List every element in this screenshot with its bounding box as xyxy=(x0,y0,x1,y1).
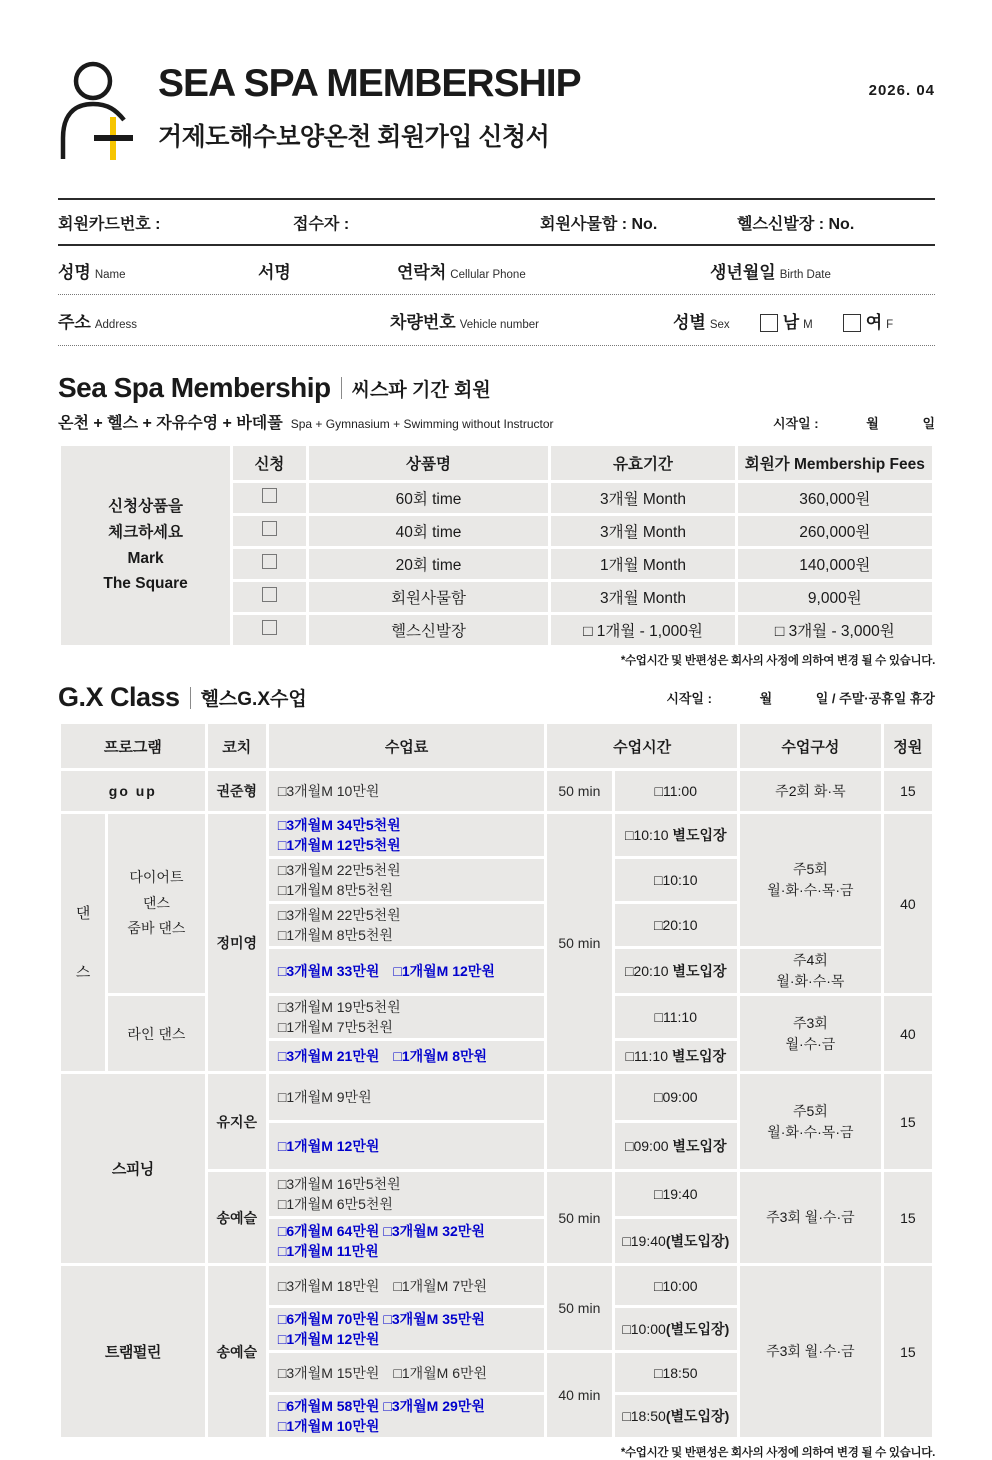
time-cell: □10:10 별도입장 xyxy=(615,814,738,856)
apply-cell xyxy=(233,483,306,513)
fee-cell: □6개월M 70만원 □3개월M 35만원□1개월M 12만원 xyxy=(269,1308,544,1350)
fee-cell: □3개월M 16만5천원□1개월M 6만5천원 xyxy=(269,1172,544,1216)
membership-header-row xyxy=(61,446,932,480)
time-cell: □10:00(별도입장) xyxy=(615,1308,738,1350)
composition-cell: 주3회 월·수·금 xyxy=(740,1266,881,1437)
male-checkbox[interactable] xyxy=(760,314,778,332)
start-month: 월 xyxy=(759,691,773,706)
time-cell: □18:50(별도입장) xyxy=(615,1395,738,1437)
composition-cell: 주3회 월·수·금 xyxy=(740,996,881,1071)
page-subtitle: 거제도해수보양온천 회원가입 신청서 xyxy=(158,122,550,151)
fee-cell: □3개월M 33만원 □1개월M 12만원 xyxy=(269,949,544,993)
program-name-spinning: 스피닝 xyxy=(61,1074,205,1263)
fee-cell: □6개월M 58만원 □3개월M 29만원□1개월M 10만원 xyxy=(269,1395,544,1437)
gx-title-kr: 헬스G.X수업 xyxy=(200,689,307,710)
composition-cell: 주2회 화·목 xyxy=(740,771,881,811)
gx-start-date xyxy=(666,688,935,707)
composition-cell: 주3회 월·수·금 xyxy=(740,1172,881,1263)
apply-cell xyxy=(233,582,306,612)
duration-cell: 50 min xyxy=(547,1172,611,1263)
apply-cell xyxy=(233,516,306,546)
col-fees: 회원가 Membership Fees xyxy=(738,446,932,480)
table-row-trampoline xyxy=(61,1266,932,1305)
title-divider xyxy=(341,377,342,399)
membership-start-date xyxy=(773,413,935,432)
apply-checkbox[interactable] xyxy=(262,488,277,503)
product-cell: 헬스신발장 xyxy=(309,615,549,645)
membership-subtitle-row xyxy=(58,410,935,433)
fee-cell: □3개월M 18만원 □1개월M 7만원 xyxy=(269,1266,544,1305)
coach-name: 송예슬 xyxy=(208,1266,266,1437)
composition-cell: 주5회 월·화·수·목·금 xyxy=(740,1074,881,1169)
fee-cell: 360,000원 xyxy=(738,483,932,513)
col-time: 수업시간 xyxy=(547,724,737,768)
start-month: 월 xyxy=(866,416,879,431)
gx-title-en: G.X Class xyxy=(58,682,180,712)
time-cell: □18:50 xyxy=(615,1353,738,1392)
table-row-spinning xyxy=(61,1074,932,1120)
product-cell: 40회 time xyxy=(309,516,549,546)
apply-checkbox[interactable] xyxy=(262,620,277,635)
start-day: 일 xyxy=(922,416,935,431)
fee-cell[interactable]: □ 3개월 - 3,000원 xyxy=(738,615,932,645)
validity-cell: 1개월 Month xyxy=(551,549,734,579)
col-capacity: 정원 xyxy=(884,724,932,768)
time-cell: □10:00 xyxy=(615,1266,738,1305)
apply-cell xyxy=(233,549,306,579)
capacity-cell: 40 xyxy=(884,814,932,993)
membership-title-en: Sea Spa Membership xyxy=(58,372,331,403)
time-cell: □20:10 별도입장 xyxy=(615,949,738,993)
fee-cell: □3개월M 34만5천원□1개월M 12만5천원 xyxy=(269,814,544,856)
female-checkbox[interactable] xyxy=(843,314,861,332)
mark-square-note: 신청상품을 체크하세요 Mark The Square xyxy=(61,446,230,645)
male-option: 남 M xyxy=(738,308,813,333)
table-row-dance xyxy=(61,996,932,1038)
fee-cell: 140,000원 xyxy=(738,549,932,579)
fee-cell: □3개월M 19만5천원□1개월M 7만5천원 xyxy=(269,996,544,1038)
time-cell: □20:10 xyxy=(615,904,738,946)
coach-name: 정미영 xyxy=(208,814,266,1071)
validity-cell[interactable]: □ 1개월 - 1,000원 xyxy=(551,615,734,645)
birthdate-field-label: 생년월일 Birth Date xyxy=(710,262,831,282)
time-cell: □19:40(별도입장) xyxy=(615,1219,738,1263)
membership-subtitle-kr: 온천 + 헬스 + 자유수영 + 바데풀 xyxy=(58,415,283,432)
form-row-identity xyxy=(58,246,935,295)
program-name-line-dance: 라인 댄스 xyxy=(108,996,204,1071)
duration-cell-empty xyxy=(547,1074,611,1169)
fee-cell: □3개월M 15만원 □1개월M 6만원 xyxy=(269,1353,544,1392)
time-cell: □11:10 xyxy=(615,996,738,1038)
time-cell: □10:10 xyxy=(615,859,738,901)
capacity-cell: 40 xyxy=(884,996,932,1071)
validity-cell: 3개월 Month xyxy=(551,582,734,612)
time-cell: □09:00 xyxy=(615,1074,738,1120)
gx-section-title xyxy=(58,682,935,713)
gx-class-table xyxy=(58,721,935,1440)
fee-cell: □3개월M 10만원 xyxy=(269,771,544,811)
validity-cell: 3개월 Month xyxy=(551,483,734,513)
membership-footnote: *수업시간 및 반편성은 회사의 사정에 의하여 변경 될 수 있습니다. xyxy=(620,655,935,667)
membership-subtitle-en: Spa + Gymnasium + Swimming without Instructor xyxy=(290,417,554,431)
time-cell: □11:00 xyxy=(615,771,738,811)
receptionist-label: 접수자 : xyxy=(293,215,350,233)
start-label: 시작일 : xyxy=(773,416,819,431)
name-field-label: 성명 Name xyxy=(58,262,126,282)
start-day: 일 / 주말·공휴일 휴강 xyxy=(815,691,935,706)
col-validity: 유효기간 xyxy=(551,446,734,480)
duration-cell: 50 min xyxy=(547,1266,611,1350)
coach-name: 유지은 xyxy=(208,1074,266,1169)
col-fee: 수업료 xyxy=(269,724,544,768)
program-name-trampoline: 트램펄린 xyxy=(61,1266,205,1437)
fee-cell: □3개월M 22만5천원□1개월M 8만5천원 xyxy=(269,859,544,901)
apply-cell xyxy=(233,615,306,645)
coach-name: 권준형 xyxy=(208,771,266,811)
member-locker-label: 회원사물함 : No. xyxy=(540,215,658,233)
title-divider xyxy=(190,687,191,709)
apply-checkbox[interactable] xyxy=(262,587,277,602)
product-cell: 회원사물함 xyxy=(309,582,549,612)
fee-cell: □3개월M 22만5천원□1개월M 8만5천원 xyxy=(269,904,544,946)
membership-section-title xyxy=(58,372,935,404)
fee-cell: 260,000원 xyxy=(738,516,932,546)
product-cell: 60회 time xyxy=(309,483,549,513)
sex-label: 성별 Sex xyxy=(673,312,730,332)
address-field-label: 주소 Address xyxy=(58,312,138,332)
signature-field-label: 서명 xyxy=(258,262,291,282)
time-cell: □11:10 별도입장 xyxy=(615,1041,738,1071)
fee-cell: □1개월M 9만원 xyxy=(269,1074,544,1120)
vehicle-field-label: 차량번호 Vehicle number xyxy=(390,312,539,332)
time-cell: □19:40 xyxy=(615,1172,738,1216)
shoe-locker-label: 헬스신발장 : No. xyxy=(737,215,855,233)
col-product: 상품명 xyxy=(309,446,549,480)
form-header xyxy=(58,56,935,160)
fee-cell: □6개월M 64만원 □3개월M 32만원□1개월M 11만원 xyxy=(269,1219,544,1263)
capacity-cell: 15 xyxy=(884,1172,932,1263)
member-info-section xyxy=(58,198,935,346)
product-cell: 20회 time xyxy=(309,549,549,579)
capacity-cell: 15 xyxy=(884,1266,932,1437)
duration-cell: 50 min xyxy=(547,771,611,811)
program-name: go up xyxy=(61,771,205,811)
phone-field-label: 연락처 Cellular Phone xyxy=(397,262,526,282)
composition-cell: 주4회 월·화·수·목 xyxy=(740,949,881,993)
membership-price-table xyxy=(58,443,935,648)
duration-cell: 50 min xyxy=(547,814,611,1071)
sex-field xyxy=(673,308,935,333)
start-label: 시작일 : xyxy=(666,691,712,706)
col-composition: 수업구성 xyxy=(740,724,881,768)
col-apply: 신청 xyxy=(233,446,306,480)
page-title: SEA SPA MEMBERSHIP xyxy=(158,62,581,105)
fee-cell: □3개월M 21만원 □1개월M 8만원 xyxy=(269,1041,544,1071)
program-name-diet-zumba: 다이어트 댄스 줌바 댄스 xyxy=(108,814,204,993)
gx-header-row xyxy=(61,724,932,768)
gx-footnote: *수업시간 및 반편성은 회사의 사정에 의하여 변경 될 수 있습니다. xyxy=(620,1447,935,1459)
issue-date: 2026. 04 xyxy=(868,82,935,99)
fee-cell: 9,000원 xyxy=(738,582,932,612)
fee-cell: □1개월M 12만원 xyxy=(269,1123,544,1169)
member-card-no-label: 회원카드번호 : xyxy=(58,215,161,233)
person-plus-icon xyxy=(58,56,150,160)
table-row-dance xyxy=(61,814,932,856)
col-program: 프로그램 xyxy=(61,724,205,768)
membership-title-kr: 씨스파 기간 회원 xyxy=(351,379,491,401)
coach-name: 송예슬 xyxy=(208,1172,266,1263)
table-row-goup xyxy=(61,771,932,811)
apply-checkbox[interactable] xyxy=(262,521,277,536)
col-coach: 코치 xyxy=(208,724,266,768)
title-block xyxy=(158,56,581,153)
form-row-address xyxy=(58,295,935,346)
female-option: 여 F xyxy=(821,308,893,333)
capacity-cell: 15 xyxy=(884,1074,932,1169)
capacity-cell: 15 xyxy=(884,771,932,811)
form-row-admin xyxy=(58,198,935,246)
time-cell: □09:00 별도입장 xyxy=(615,1123,738,1169)
validity-cell: 3개월 Month xyxy=(551,516,734,546)
apply-checkbox[interactable] xyxy=(262,554,277,569)
duration-cell: 40 min xyxy=(547,1353,611,1437)
composition-cell: 주5회 월·화·수·목·금 xyxy=(740,814,881,946)
program-group-dance: 댄 스 xyxy=(61,814,105,1071)
